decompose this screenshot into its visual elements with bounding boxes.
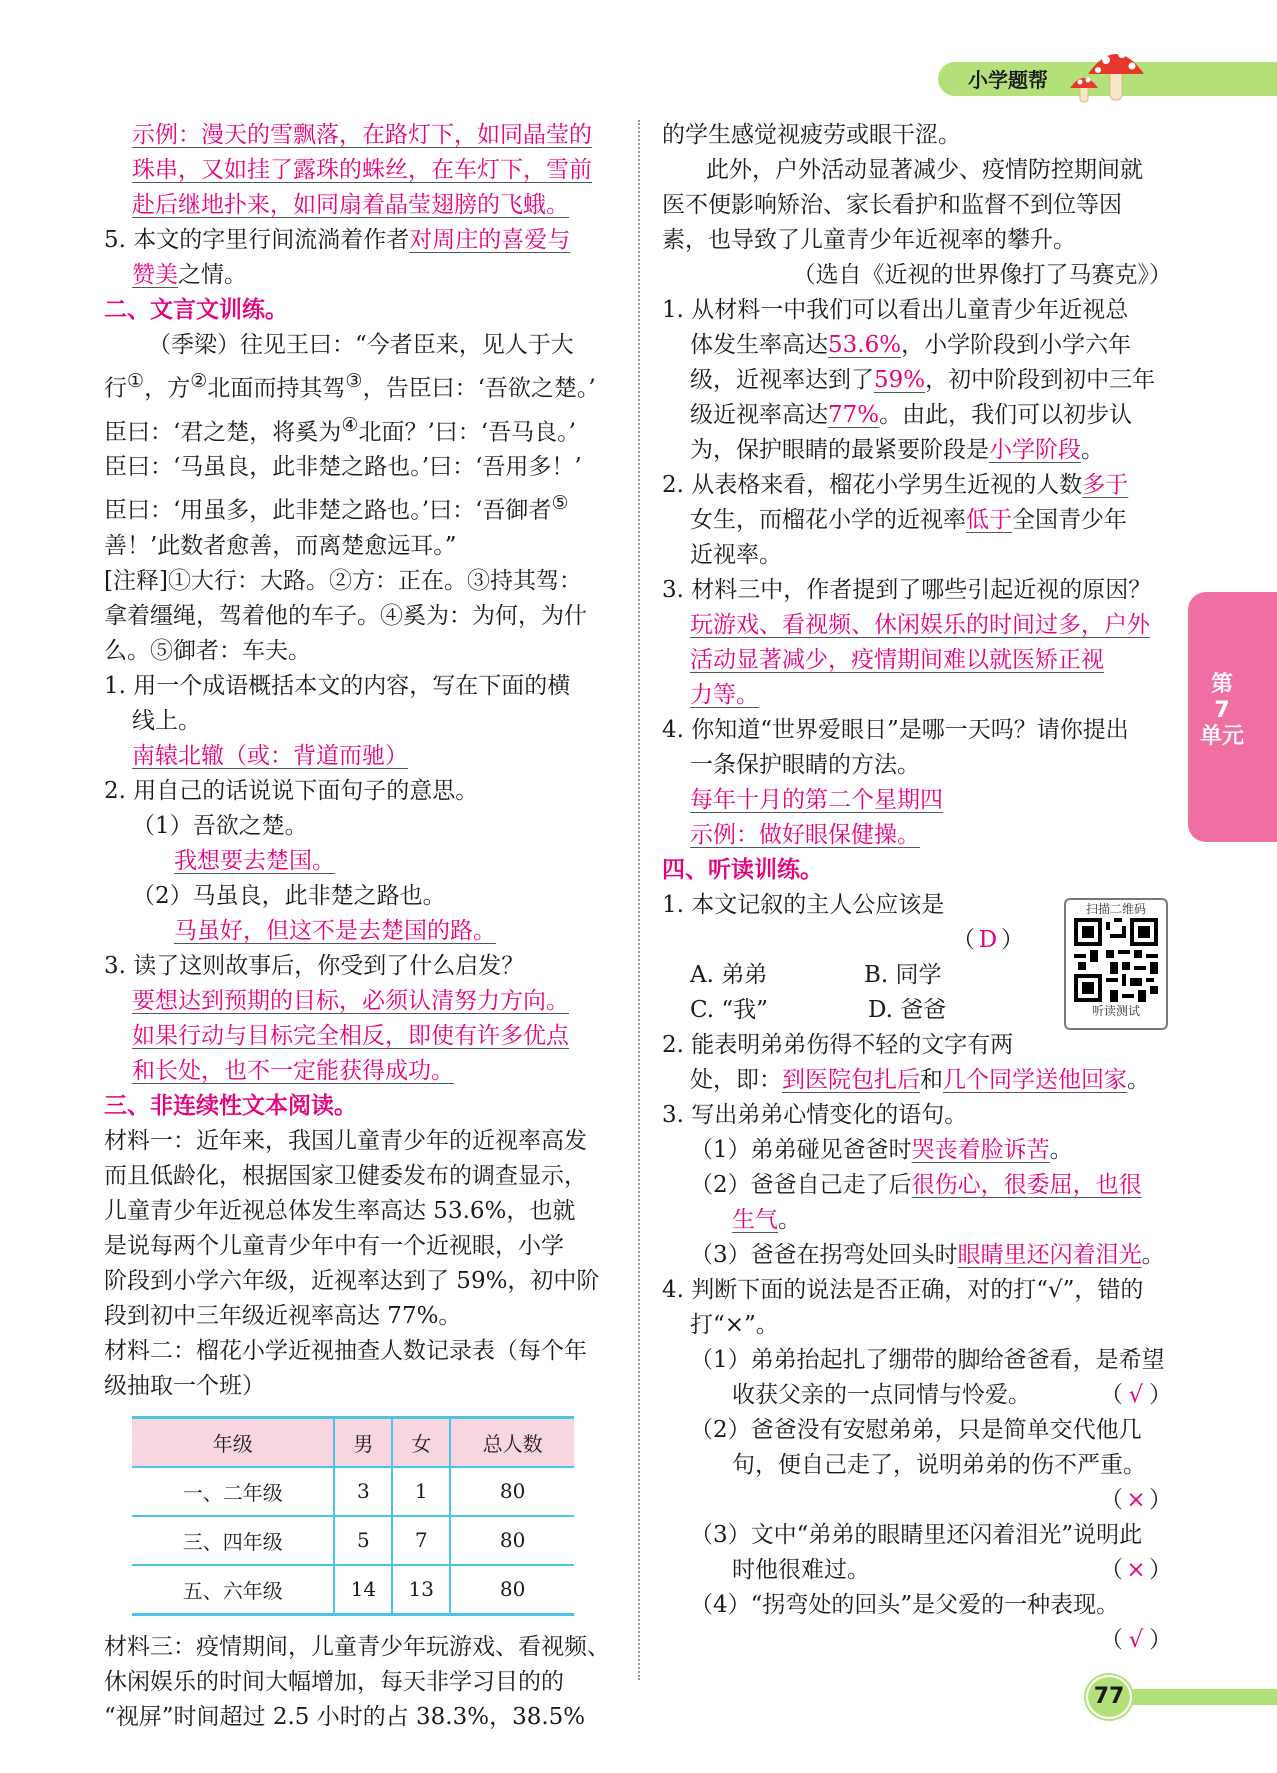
listening-q1: 1. 本文记叙的主人公应该是 <box>662 892 945 918</box>
material-question-1: 1. 从材料一中我们可以看出儿童青少年近视总 体发生率高达53.6%，小学阶段到小学六年 级，近视率达到了59%，初中阶段到初中三年 级近视率高达77%。由此，我们可以初步认 为，保护眼睛的最紧要阶段是小学阶段。 <box>662 297 1156 463</box>
qr-code-icon <box>1074 918 1158 1002</box>
material-question-3: 3. 材料三中，作者提到了哪些引起近视的原因？ <box>662 577 1152 603</box>
material-2: 材料二：榴花小学近视抽查人数记录表（每个年 级抽取一个班） <box>104 1337 587 1399</box>
question-5: 5. 本文的字里行间流淌着作者对周庄的喜爱与 <box>104 227 571 253</box>
answer-example: 示例：漫天的雪飘落，在路灯下，如同晶莹的 珠串，又如挂了露珠的蛛丝，在车灯下，雪前 赴后继地扑来，如同扇着晶莹翅膀的飞蛾。 <box>132 122 592 218</box>
table-row: 三、四年级 5 7 80 <box>132 1516 574 1565</box>
classical-q2: 2. 用自己的话说说下面句子的意思。 <box>104 777 479 804</box>
classical-text: （季梁）往见王曰：“今者臣来，见人于大 行①，方②北面而持其驾③，告臣曰：‘吾欲之楚。’ 臣曰：‘君之楚，将奚为④北面？’曰：‘吾马良。’ 臣曰：‘马虽良，此非楚之路也。’曰：‘吾用多！’ 臣曰：‘用虽多，此非楚之路也。’曰：‘吾御者⑤ 善！’此数者愈善，而离楚愈远耳。” <box>104 332 596 559</box>
judge-1-answer: √ <box>1128 1382 1144 1408</box>
classical-q2-2-answer: 马虽好，但这不是去楚国的路。 <box>174 917 496 944</box>
listening-q2: 2. 能表明弟弟伤得不轻的文字有两 <box>662 1032 1014 1058</box>
material-question-4: 4. 你知道“世界爱眼日”是哪一天吗？请你提出 <box>662 717 1129 743</box>
classical-q3: 3. 读了这则故事后，你受到了什么启发？ <box>104 952 525 979</box>
listening-q1-options: A. 弟弟 B. 同学 <box>690 962 942 988</box>
section-3-title: 三、非连续性文本阅读。 <box>104 1092 357 1119</box>
header-title: 小学题帮 <box>968 68 1048 92</box>
column-divider <box>638 120 640 1680</box>
table-header-row: 年级 男 女 总人数 <box>132 1417 574 1467</box>
page-number: 77 <box>1086 1675 1132 1719</box>
listening-q3: 3. 写出弟弟心情变化的语句。 <box>662 1102 968 1128</box>
qr-code[interactable]: 扫描二维码 听读测试 <box>1064 898 1168 1030</box>
classical-q3-answer: 要想达到预期的目标，必须认清努力方向。 如果行动与目标完全相反，即使有许多优点 和长处，也不一定能获得成功。 <box>132 987 569 1084</box>
material-1: 材料一：近年来，我国儿童青少年的近视率高发 而且低龄化，根据国家卫健委发布的调查显示， 儿童青少年近视总体发生率高达 53.6%，也就 是说每两个儿童青少年中有一个近视眼，小学 阶段到小学六年级，近视率达到了 59%，初中阶 段到初中三年级近视率高达 77%。 <box>104 1127 600 1329</box>
classical-q1-answer: 南辕北辙（或：背道而驰） <box>132 742 408 769</box>
material-question-3-answer: 玩游戏、看视频、休闲娱乐的时间过多，户外 活动显著减少，疫情期间难以就医矫正视 力等。 <box>690 612 1150 708</box>
judge-2-answer: × <box>1126 1487 1146 1513</box>
mushroom-icon <box>1070 40 1150 106</box>
judge-4-answer: √ <box>1128 1627 1144 1653</box>
myopia-table <box>132 1416 574 1616</box>
section-2-title: 二、文言文训练。 <box>104 297 288 323</box>
right-column: 的学生感觉视疲劳或眼干涩。 此外，户外活动显著减少、疫情防控期间就 医不便影响矫治、家长看护和监督不到位等因 素，也导致了儿童青少年近视率的攀升。 （选自《近视的世界像打了马赛克》） 1. 从材料一中我们可以看出儿童青少年近视总 体发生率高达53.6%，小学阶段到小学六年 级，近视率达到了59%，初中阶段到初中三年 级近视率高达77%。由此，我们可以初步认 为，保护眼睛的最紧要阶段是小学阶段。 2. 从表格来看，榴花小学男生近视的人数多于 女生，而榴花小学的近视率低于全国青少年 近视率。 3. 材料三中，作者提到了哪些引起近视的原因？ 玩游戏、看视频、休闲娱乐的时间过多，户外 活动显著减少，疫情期间难以就医矫正视 力等。 4. 你知道“世界爱眼日”是哪一天吗？请你提出 一条保护眼睛的方法。 每年十月的第二个星期四 示例：做好眼保健操。 四、听读训练。 1. 本文记叙的主人公应该是 （ D ） A. 弟弟 B. 同学 C. “我” D. 爸爸 2. 能表明弟弟伤得不轻的文字有两 处，即：到医院包扎后和几个同学送他回家。 3. 写出弟弟心情变化的语句。 （1）弟弟碰见爸爸时哭丧着脸诉苦。 （2）爸爸自己走了后很伤心，很委屈，也很 生气。 （3）爸爸在拐弯处回头时眼睛里还闪着泪光。 4. 判断下面的说法是否正确，对的打“√”，错的 打“×”。 （1）弟弟抬起扎了绷带的脚给爸爸看，是希望 收获父亲的一点同情与怜爱。 （ √ ） （2）爸爸没有安慰弟弟，只是简单交代他几 句，便自己走了，说明弟弟的伤不严重。 （ × ） （3）文中“弟弟的眼睛里还闪着泪光”说明此 时他很难过。 （ × ） （4）“拐弯处的回头”是父爱的一种表现。 （ √ ） <box>662 118 1172 1658</box>
notes: [注释]①大行：大路。②方：正在。③持其驾： 拿着缰绳，驾着他的车子。④奚为：为何，为什 么。⑤御者：车夫。 <box>104 567 587 664</box>
classical-q2-1-answer: 我想要去楚国。 <box>174 847 335 874</box>
material-question-2: 2. 从表格来看，榴花小学男生近视的人数多于 女生，而榴花小学的近视率低于全国青少年 近视率。 <box>662 472 1129 568</box>
source-citation: （选自《近视的世界像打了马赛克》） <box>792 262 1172 288</box>
listening-q4: 4. 判断下面的说法是否正确，对的打“√”，错的 <box>662 1277 1144 1303</box>
table-row: 五、六年级 14 13 80 <box>132 1565 574 1615</box>
material-3: 材料三：疫情期间，儿童青少年玩游戏、看视频、 休闲娱乐的时间大幅增加，每天非学习目的的 “视屏”时间超过 2.5 小时的占 38.3%，38.5% <box>104 1633 610 1730</box>
table-row: 一、二年级 3 1 80 <box>132 1467 574 1516</box>
classical-q1: 1. 用一个成语概括本文的内容，写在下面的横 <box>104 672 571 699</box>
left-column: 示例：漫天的雪飘落，在路灯下，如同晶莹的 珠串，又如挂了露珠的蛛丝，在车灯下，雪前 赴后继地扑来，如同扇着晶莹翅膀的飞蛾。 5. 本文的字里行间流淌着作者对周庄的喜爱与 赞美之情。 二、文言文训练。 （季梁）往见王曰：“今者臣来，见人于大 行①，方②北面而持其驾③，告臣曰：‘吾欲之楚。’ 臣曰：‘君之楚，将奚为④北面？’曰：‘吾马良。’ 臣曰：‘马虽良，此非楚之路也。’曰：‘吾用多！’ 臣曰：‘用虽多，此非楚之路也。’曰：‘吾御者⑤ 善！’此数者愈善，而离楚愈远耳。” [注释]①大行：大路。②方：正在。③持其驾： 拿着缰绳，驾着他的车子。④奚为：为何，为什 么。⑤御者：车夫。 1. 用一个成语概括本文的内容，写在下面的横 线上。 南辕北辙（或：背道而驰） 2. 用自己的话说说下面句子的意思。 （1）吾欲之楚。 我想要去楚国。 （2）马虽良，此非楚之路也。 马虽好，但这不是去楚国的路。 3. 读了这则故事后，你受到了什么启发？ 要想达到预期的目标，必须认清努力方向。 如果行动与目标完全相反，即使有许多优点 和长处，也不一定能获得成功。 三、非连续性文本阅读。 材料一：近年来，我国儿童青少年的近视率高发 而且低龄化，根据国家卫健委发布的调查显示， 儿童青少年近视总体发生率高达 53.6%，也就 是说每两个儿童青少年中有一个近视眼，小学 阶段到小学六年级，近视率达到了 59%，初中阶 段到初中三年级近视率高达 77%。 材料二：榴花小学近视抽查人数记录表（每个年 级抽取一个班） 年级 男 女 总人数 一、二年级 3 1 80 三、四年级 5 7 80 五、六年级 14 13 80 材料三：疫情期间，儿童青少年玩游戏、看视频、 休闲娱乐的时间大幅增加，每天非学习目的的 “视屏”时间超过 2.5 小时的占 38.3%，38.5% <box>104 118 614 1735</box>
judge-3-answer: × <box>1126 1557 1146 1583</box>
listening-q1-answer: D <box>978 927 998 953</box>
material-question-4-answer: 每年十月的第二个星期四 示例：做好眼保健操。 <box>690 787 943 848</box>
section-4-title: 四、听读训练。 <box>662 857 823 883</box>
unit-side-tab-label: 第 7 单元 <box>1199 672 1244 749</box>
